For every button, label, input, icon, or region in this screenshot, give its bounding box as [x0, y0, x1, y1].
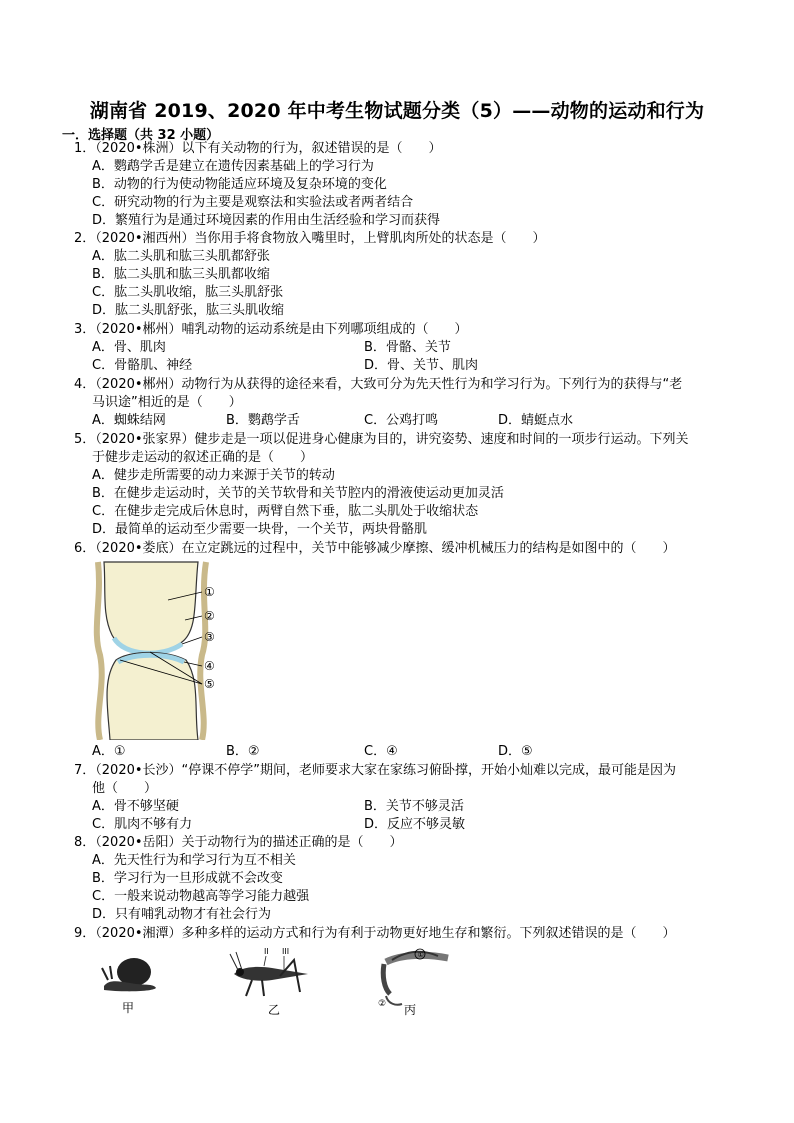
question-2-stem: 2．（2020•湘西州）当你用手将食物放入嘴里时，上臂肌肉所处的状态是（ ）	[74, 231, 546, 246]
question-7-option-b: B．关节不够灵活	[364, 799, 464, 814]
arm-muscle-figure	[372, 944, 462, 1016]
question-6-stem: 6．（2020•娄底）在立定跳远的过程中，关节中能够减少摩擦、缓冲机械压力的结构是如图中的（ ）	[74, 541, 676, 556]
figure-caption-jia: 甲	[122, 1001, 135, 1015]
question-5-stem-line-2: 于健步走运动的叙述正确的是（ ）	[92, 450, 314, 465]
question-6-option-c: C．④	[364, 744, 398, 759]
question-6-option-a: A．①	[92, 744, 126, 759]
joint-label-2: ②	[204, 609, 215, 623]
grasshopper-mark-iii: III	[282, 947, 290, 956]
question-9-stem: 9．（2020•湘潭）多种多样的运动方式和行为有利于动物更好地生存和繁衍。下列叙述错误的是（ ）	[74, 926, 676, 941]
question-8-option-b: B．学习行为一旦形成就不会改变	[92, 871, 283, 886]
grasshopper-mark-ii: II	[264, 947, 269, 956]
question-4-option-d: D．蜻蜓点水	[498, 413, 574, 428]
question-5-option-d: D．最简单的运动至少需要一块骨，一个关节，两块骨骼肌	[92, 522, 428, 537]
question-6-option-b: B．②	[226, 744, 260, 759]
question-5-stem: 5．（2020•张家界）健步走是一项以促进身心健康为目的，讲究姿势、速度和时间的一项步行运动。下列关	[74, 432, 689, 447]
grasshopper-figure	[228, 944, 318, 1016]
question-7-option-d: D．反应不够灵敏	[364, 817, 466, 832]
joint-label-3: ③	[204, 630, 215, 644]
question-4-option-a: A．蜘蛛结网	[92, 413, 166, 428]
figure-caption-bing: 丙	[404, 1003, 417, 1016]
snail-figure	[100, 950, 160, 1015]
question-2-option-b: B．肱二头肌和肱三头肌都收缩	[92, 267, 270, 282]
section-heading: 一．选择题（共 32 小题）	[62, 128, 220, 143]
question-2-option-c: C．肱二头肌收缩，肱三头肌舒张	[92, 285, 284, 300]
question-4-stem: 4．（2020•郴州）动物行为从获得的途径来看，大致可分为先天性行为和学习行为。下列行为的获得与“老	[74, 377, 683, 392]
question-3-option-d: D．骨、关节、肌肉	[364, 358, 479, 373]
question-8-option-c: C．一般来说动物越高等学习能力越强	[92, 889, 310, 904]
question-3-option-a: A．骨、肌肉	[92, 340, 166, 355]
arm-mark-1: ①	[417, 951, 424, 959]
question-1-option-c: C．研究动物的行为主要是观察法和实验法或者两者结合	[92, 195, 414, 210]
question-3-option-c: C．骨骼肌、神经	[92, 358, 193, 373]
arm-mark-2: ②	[378, 999, 387, 1009]
page-title: 湖南省 2019、2020 年中考生物试题分类（5）——动物的运动和行为	[89, 100, 705, 122]
question-4-option-b: B．鹦鹉学舌	[226, 413, 300, 428]
question-4-option-c: C．公鸡打鸣	[364, 413, 439, 428]
question-1-option-d: D．繁殖行为是通过环境因素的作用由生活经验和学习而获得	[92, 213, 441, 228]
question-1-stem: 1．（2020•株洲）以下有关动物的行为，叙述错误的是（ ）	[74, 141, 442, 156]
joint-diagram	[90, 560, 240, 740]
question-6-option-d: D．⑤	[498, 744, 533, 759]
question-5-option-b: B．在健步走运动时，关节的关节软骨和关节腔内的滑液使运动更加灵活	[92, 486, 504, 501]
question-7-option-c: C．肌肉不够有力	[92, 817, 193, 832]
question-7-stem: 7．（2020•长沙）“停课不停学”期间，老师要求大家在家练习俯卧撑，开始小灿难以完成，最可能是因为	[74, 763, 676, 778]
joint-label-1: ①	[204, 585, 215, 599]
question-7-option-a: A．骨不够坚硬	[92, 799, 179, 814]
joint-label-4: ④	[204, 659, 215, 673]
question-5-option-a: A．健步走所需要的动力来源于关节的转动	[92, 468, 335, 483]
question-1-option-a: A．鹦鹉学舌是建立在遗传因素基础上的学习行为	[92, 159, 374, 174]
question-8-option-d: D．只有哺乳动物才有社会行为	[92, 907, 272, 922]
question-2-option-a: A．肱二头肌和肱三头肌都舒张	[92, 249, 270, 264]
question-1-option-b: B．动物的行为使动物能适应环境及复杂环境的变化	[92, 177, 387, 192]
question-8-stem: 8．（2020•岳阳）关于动物行为的描述正确的是（ ）	[74, 835, 403, 850]
question-8-option-a: A．先天性行为和学习行为互不相关	[92, 853, 296, 868]
question-5-option-c: C．在健步走完成后休息时，两臂自然下垂，肱二头肌处于收缩状态	[92, 504, 479, 519]
question-7-stem-line-2: 他（ ）	[92, 781, 158, 796]
question-2-option-d: D．肱二头肌舒张，肱三头肌收缩	[92, 303, 285, 318]
question-4-stem-line-2: 马识途”相近的是（ ）	[92, 395, 242, 410]
question-3-stem: 3．（2020•郴州）哺乳动物的运动系统是由下列哪项组成的（ ）	[74, 322, 468, 337]
question-3-option-b: B．骨骼、关节	[364, 340, 451, 355]
figure-caption-yi: 乙	[268, 1003, 281, 1016]
joint-label-5: ⑤	[204, 677, 215, 691]
